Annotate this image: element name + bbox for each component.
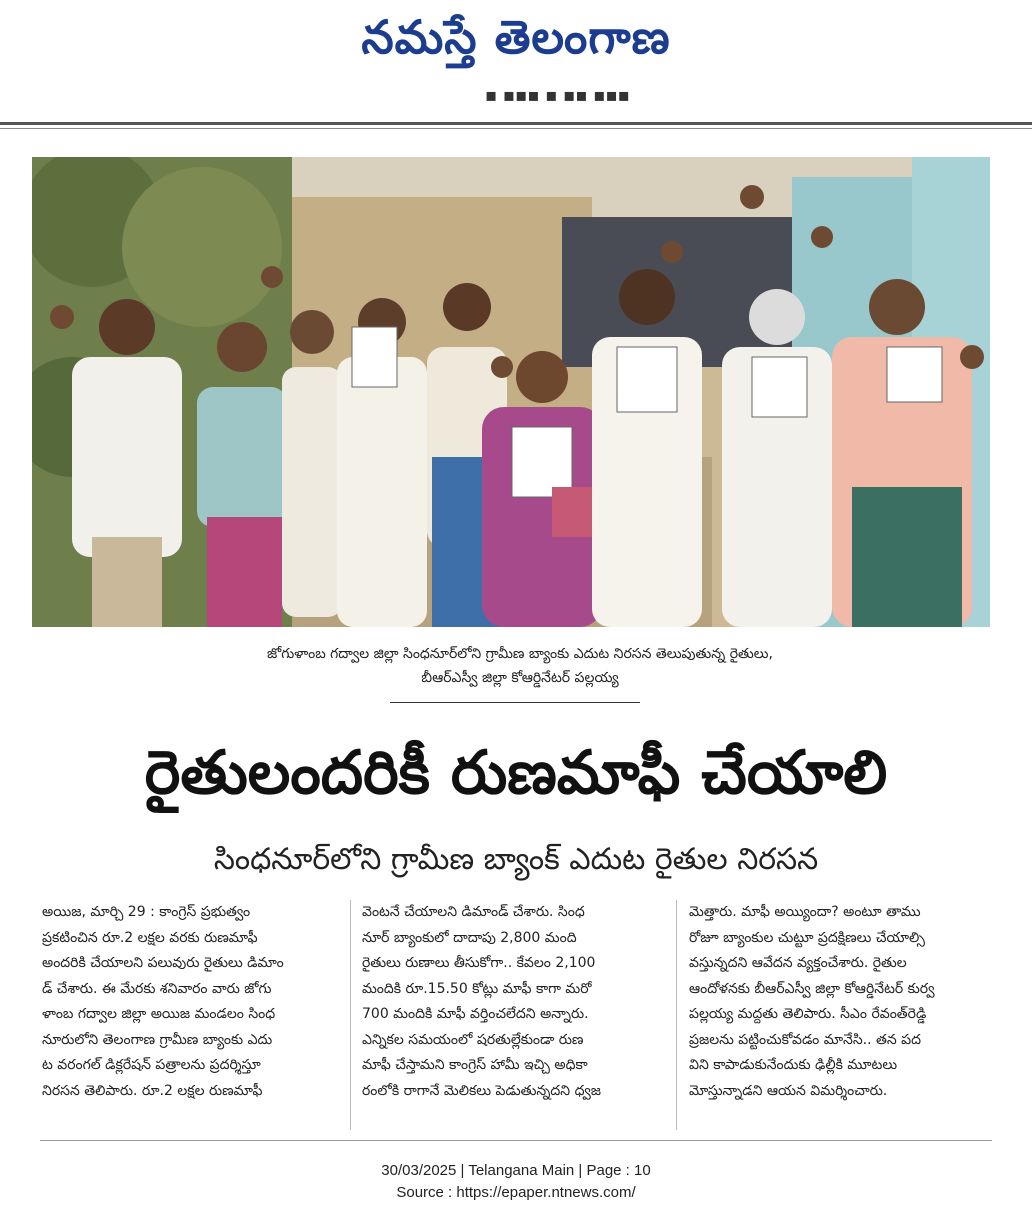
article-line: నిరసన తెలిపారు. రూ.2 లక్షల రుణమాఫీ bbox=[42, 1082, 263, 1099]
article-line: అందరికి చేయాలని పలువురు రైతులు డిమాం bbox=[42, 955, 284, 971]
masthead-rule-thin bbox=[0, 128, 1032, 129]
article-column-2 bbox=[362, 900, 658, 1132]
article-line: అయిజ, మార్చి 29 : కాంగ్రెస్ ప్రభుత్వం bbox=[42, 904, 251, 920]
article-line: నూరులోని తెలంగాణ గ్రామీణ బ్యాంకు ఎదు bbox=[42, 1031, 273, 1048]
article-line: ఎన్నికల సమయంలో షరతుల్లేకుండా రుణ bbox=[362, 1031, 584, 1048]
article-line: పల్లయ్య మద్దతు తెలిపారు. సీఎం రేవంత్‌రెడ్డి bbox=[689, 1006, 927, 1022]
newspaper-logo: నమస్తే తెలంగాణ bbox=[361, 10, 671, 64]
footer-source-link[interactable]: Source : https://epaper.ntnews.com/ bbox=[396, 1184, 636, 1201]
column-divider bbox=[350, 900, 351, 1130]
article-line: ప్రకటించిన రూ.2 లక్షల వరకు రుణమాఫీ bbox=[42, 929, 258, 946]
article-line: నూర్ బ్యాంకులో దాదాపు 2,800 మంది bbox=[362, 929, 577, 946]
article-line: ట వరంగల్ డిక్లరేషన్ పత్రాలను ప్రదర్శిస్తూ bbox=[42, 1057, 261, 1073]
caption-line: జోగుళాంబ గద్వాల జిల్లా సింధనూర్‌లోని గ్రామీణ బ్యాంకు ఎదుట నిరసన తెలుపుతున్న రైతులు, bbox=[267, 646, 773, 662]
caption-line: బీఆర్‌ఎస్వీ జిల్లా కోఆర్డినేటర్ పల్లయ్య bbox=[421, 670, 619, 686]
news-photo bbox=[32, 157, 990, 627]
article-line: రంలోకి రాగానే మెలికలు పెడుతున్నదని ధ్వజ bbox=[362, 1082, 601, 1099]
column-divider bbox=[676, 900, 677, 1130]
article-line: 700 మందికి మాఫీ వర్తించలేదని అన్నారు. bbox=[362, 1006, 589, 1022]
article-column-1 bbox=[42, 900, 338, 1132]
article-line: రైతులు రుణాలు తీసుకోగా.. కేవలం 2,100 bbox=[362, 955, 596, 971]
article-line: మందికి రూ.15.50 కోట్లు మాఫీ కాగా మరో bbox=[362, 980, 592, 997]
article-line: రోజూ బ్యాంకుల చుట్టూ ప్రదక్షిణలు చేయాల్సి bbox=[689, 929, 925, 946]
photo-caption bbox=[150, 642, 890, 690]
caption-underline bbox=[390, 702, 640, 703]
article-line: మాఫీ చేస్తామని కాంగ్రెస్ హామీ ఇచ్చి అధికా bbox=[362, 1057, 588, 1073]
article-line: విని కాపాడుకునేందుకు ఢిల్లీకి మూటలు bbox=[689, 1057, 898, 1073]
masthead-rule bbox=[0, 122, 1032, 125]
masthead bbox=[0, 4, 1032, 74]
article-column-3 bbox=[689, 900, 985, 1132]
article-line: ళాంబ గద్వాల జిల్లా అయిజ మండలం సింధ bbox=[42, 1006, 276, 1022]
article-line: వెంటనే చేయాలని డిమాండ్ చేశారు. సింధ bbox=[362, 904, 585, 920]
article-line: డ్ చేశారు. ఈ మేరకు శనివారం వారు జోగు bbox=[42, 980, 272, 997]
subheadline: సింధనూర్‌లోని గ్రామీణ బ్యాంక్ ఎదుట రైతుల నిరసన bbox=[213, 842, 819, 877]
article-line: మెత్తారు. మాఫీ అయ్యిందా? అంటూ తాము bbox=[689, 904, 921, 920]
footer-rule bbox=[40, 1140, 992, 1141]
footer bbox=[0, 1160, 1032, 1204]
cropped-strip-text: ▪ ▪▪▪ ▪ ▪▪ ▪▪▪ bbox=[485, 86, 630, 106]
article-line: ఆందోళనకు బీఆర్‌ఎస్వీ జిల్లా కోఆర్డినేటర్ కుర్వ bbox=[689, 980, 935, 997]
article-line: ప్రజలను పట్టించుకోవడం మానేసి.. తన పద bbox=[689, 1031, 922, 1048]
article-line: వస్తున్నదని ఆవేదన వ్యక్తంచేశారు. రైతుల bbox=[689, 955, 907, 971]
article-line: మోస్తున్నాడని ఆయన విమర్శించారు. bbox=[689, 1082, 888, 1099]
headline: రైతులందరికీ రుణమాఫీ చేయాలి bbox=[144, 738, 888, 808]
footer-edition-info: 30/03/2025 | Telangana Main | Page : 10 bbox=[381, 1162, 651, 1179]
